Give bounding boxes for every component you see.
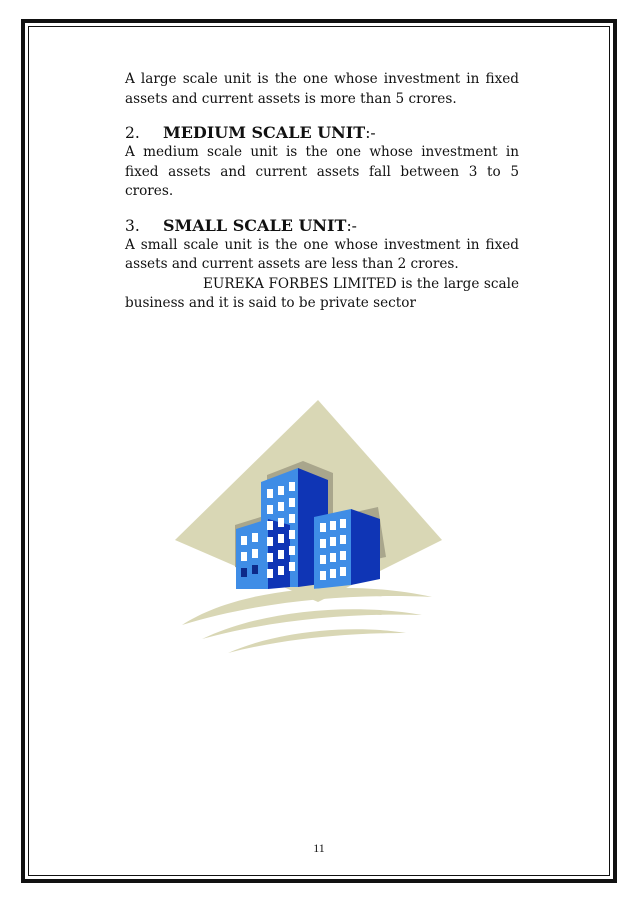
section-title: MEDIUM SCALE UNIT — [163, 123, 366, 142]
section-number: 2. — [125, 124, 140, 142]
small-scale-heading — [125, 216, 519, 236]
medium-scale-paragraph: A medium scale unit is the one whose investment in fixed assets and current assets fall between 3 to 5 crores. — [125, 144, 519, 199]
medium-scale-heading — [125, 123, 519, 143]
section-suffix: :- — [346, 216, 357, 235]
document-body — [125, 70, 519, 314]
section-suffix: :- — [365, 124, 376, 142]
small-scale-paragraph: A small scale unit is the one whose investment in fixed assets and current assets are less than 2 crores. — [125, 236, 519, 272]
section-title: SMALL SCALE UNIT — [163, 215, 347, 235]
ground-swoosh-3 — [228, 629, 406, 653]
intro-paragraph: A large scale unit is the one whose investment in fixed assets and current assets is more than 5 crores. — [125, 71, 519, 107]
eureka-forbes-paragraph: EUREKA FORBES LIMITED is the large scale business and it is said to be private sector — [125, 275, 519, 311]
office-buildings-icon — [170, 397, 450, 661]
right-building-side — [351, 509, 380, 585]
section-number: 3. — [125, 216, 140, 235]
page-number: 11 — [313, 841, 325, 855]
